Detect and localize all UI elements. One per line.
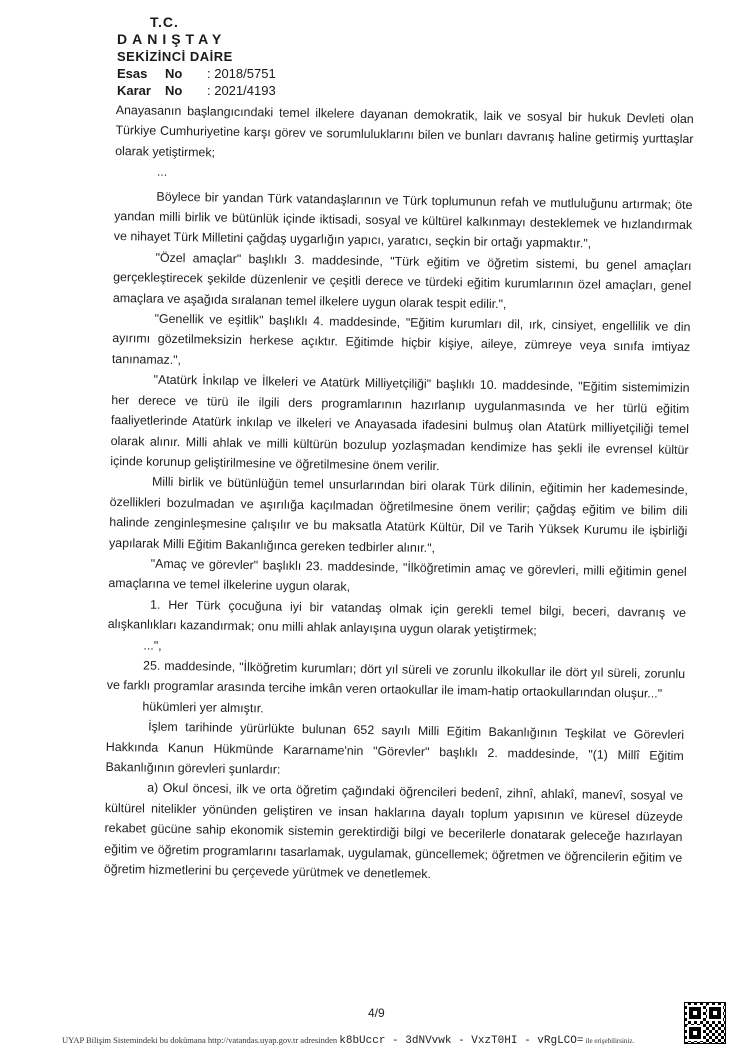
paragraph: 25. maddesinde, "İlköğretim kurumları; dört yıl süreli ve zorunlu ilkokullar ile dört yıl süreli, zorunlu ve farklı programlar arasında tercihe imkân veren ortaokullar ile imam-hatip ortaokullarından oluşur..." — [106, 658, 686, 702]
paragraph: "Özel amaçlar" başlıklı 3. maddesinde, "Türk eğitim ve öğretim sistemi, bu genel amaçları gerçekleştirecek şekilde düzenlenir ve çeşitli derece ve türdeki eğitim kurumlarının özel amaçları, genel amaçlara ve aşağıda sıralanan temel ilkelere uygun olarak tespit edilir.", — [112, 250, 692, 311]
esas-no-label: No — [165, 66, 183, 81]
paragraph: ...", — [143, 638, 162, 653]
page-number: 4/9 — [368, 1006, 385, 1020]
paragraph: "Atatürk İnkılap ve İlkeleri ve Atatürk Milliyetçiliği" başlıklı 10. maddesinde, "Eğitim sistemimizin her derece ve türü ile ilgili ders programlarının hazırlanıp uygulanmasında ve her türlü eğitim faaliyetlerinde Atatürk inkılap ve ilkeleri ve Anayasada ifadesini bulmuş olan Atatürk milliyetçiliği temel olarak alınır. Milli ahlak ve milli kültürün bozulup yozlaşmadan kendimize has şekli ile evrensel kültür içinde korunup geliştirilmesine ve öğretilmesine önem verilir. — [110, 372, 690, 474]
karar-no-label: No — [165, 83, 183, 98]
paragraph: ... — [156, 164, 168, 180]
header-tc: T.C. — [150, 14, 179, 30]
esas-label: Esas — [117, 66, 148, 81]
footer-text: UYAP Bilişim Sistemindeki bu dokümana http://vatandas.uyap.gov.tr adresinden — [62, 1035, 338, 1045]
karar-value: : 2021/4193 — [207, 83, 276, 98]
paragraph: a) Okul öncesi, ilk ve orta öğretim çağındaki öğrencileri bedenî, zihnî, ahlakî, manevî, sosyal ve kültürel nitelikler yönünden geliştiren ve insan haklarına dayalı toplum yapısının ve küresel düzeyde rekabet gücüne sahip ekonomik sistemin gerektirdiği bilgi ve becerilerle donatarak geleceğe hazırlayan eğitim ve öğretim programlarını tasarlamak, uygulamak, güncellemek; öğretmen ve öğrencilerin eğitim ve öğretim hizmetlerini bu çerçevede yürütmek ve denetlemek. — [103, 780, 684, 882]
case-number-row — [117, 66, 276, 81]
paragraph: "Genellik ve eşitlik" başlıklı 4. maddesinde, "Eğitim kurumları dil, ırk, cinsiyet, engellilik ve din ayırımı gözetilmeksizin herkese açıktır. Eğitimde hiçbir kişiye, aileye, zümreye veya sınıfa imtiyaz tanınamaz.", — [111, 311, 691, 367]
footer — [62, 1035, 682, 1047]
paragraph: Anayasanın başlangıcındaki temel ilkelere dayanan demokratik, laik ve sosyal bir hukuk Devleti olan Türkiye Cumhuriyetine karşı görev ve sorumluluklarını bilen ve bunları davranış haline getirmiş yurttaşlar olarak yetiştirmek; — [115, 102, 694, 160]
paragraph: hükümleri yer almıştır. — [142, 699, 264, 716]
footer-access-code: k8bUccr - 3dNVvwk - VxzT0HI - vRgLCO= — [339, 1035, 584, 1047]
document-body — [104, 100, 694, 888]
qr-code-icon — [684, 1002, 726, 1044]
footer-tail: ile erişebilirsiniz. — [585, 1037, 635, 1045]
paragraph: Böylece bir yandan Türk vatandaşlarının ve Türk toplumunun refah ve mutluluğunu artırmak; öte yandan milli birlik ve bütünlük içinde iktisadi, sosyal ve kültürel kalkınmayı desteklemek ve hızlandırmak ve nihayet Türk Milletini çağdaş uygarlığın yapıcı, yaratıcı, seçkin bir ortağı yapmaktır.", — [113, 189, 693, 251]
header-court: DANIŞTAY — [117, 31, 227, 47]
esas-value: : 2018/5751 — [207, 66, 276, 81]
header-chamber: SEKİZİNCİ DAİRE — [117, 49, 233, 64]
paragraph: 1. Her Türk çocuğuna iyi bir vatandaş olmak için gerekli temel bilgi, beceri, davranış ve alışkanlıkları kazandırmak; onu milli ahlak anlayışına uygun olarak yetiştirmek; — [107, 597, 687, 638]
paragraph: İşlem tarihinde yürürlükte bulunan 652 sayılı Milli Eğitim Bakanlığının Teşkilat ve Görevleri Hakkında Kanun Hükmünde Kararname'nin "Görevler" başlıklı 2. maddesinde, "(1) Millî Eğitim Bakanlığının görevleri şunlardır: — [105, 719, 685, 777]
paragraph: "Amaç ve görevler" başlıklı 23. maddesinde, "İlköğretimin amaç ve görevleri, milli eğitimin genel amaçlarına ve temel ilkelerine uygun olarak, — [108, 556, 687, 595]
karar-label: Karar — [117, 83, 151, 98]
paragraph: Milli birlik ve bütünlüğün temel unsurlarından biri olarak Türk dilinin, eğitimin her kademesinde, özellikleri bozulmadan ve aşırılığa kaçılmadan öğretilmesine önem verilir; çağdaş eğitim ve bilim dili halinde zenginleşmesine çalışılır ve bu maksatla Atatürk Kültür, Dil ve Tarih Yüksek Kurumu ile işbirliği yapılarak Milli Eğitim Bakanlığınca gereken tedbirler alınır.", — [108, 474, 689, 555]
decision-number-row — [117, 83, 276, 98]
